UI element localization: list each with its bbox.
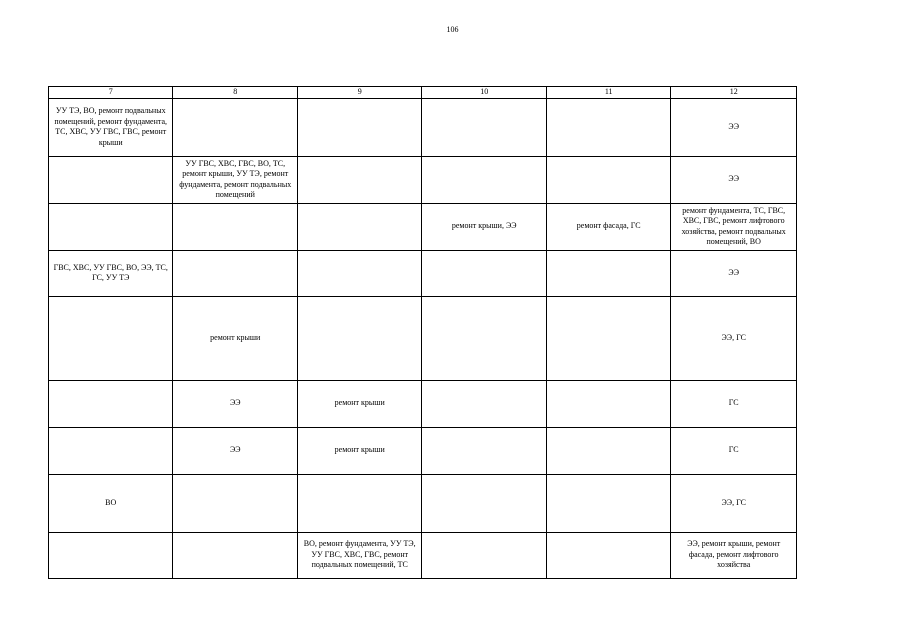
table-cell <box>297 98 421 156</box>
table-cell <box>546 380 670 427</box>
table-cell <box>297 474 421 532</box>
table-cell: ГС <box>671 427 797 474</box>
table-cell <box>546 250 670 296</box>
table-cell <box>173 474 297 532</box>
table-row <box>49 250 797 296</box>
table-cell: ЭЭ <box>671 250 797 296</box>
table-cell <box>49 532 173 578</box>
table-cell: ремонт крыши <box>297 427 421 474</box>
table-cell: ремонт крыши <box>173 296 297 380</box>
table-cell <box>546 532 670 578</box>
table-cell: ЭЭ <box>173 380 297 427</box>
table-cell <box>297 250 421 296</box>
column-header-12: 12 <box>671 87 797 99</box>
table-cell <box>422 98 546 156</box>
table-cell <box>422 427 546 474</box>
table-cell: ЭЭ, ремонт крыши, ремонт фасада, ремонт лифтового хозяйства <box>671 532 797 578</box>
table-cell: ВО, ремонт фундамента, УУ ТЭ, УУ ГВС, ХВС, ГВС, ремонт подвальных помещений, ТС <box>297 532 421 578</box>
table-cell: ЭЭ <box>173 427 297 474</box>
table-cell <box>422 532 546 578</box>
table-cell <box>49 296 173 380</box>
column-header-8: 8 <box>173 87 297 99</box>
table-row <box>49 296 797 380</box>
table-cell <box>422 474 546 532</box>
table-row <box>49 532 797 578</box>
table-row <box>49 427 797 474</box>
table-cell <box>546 296 670 380</box>
table-cell: ремонт фундамента, ТС, ГВС, ХВС, ГВС, ремонт лифтового хозяйства, ремонт подвальных помещений, ВО <box>671 203 797 250</box>
table-cell: ГВС, ХВС, УУ ГВС, ВО, ЭЭ, ТС, ГС, УУ ТЭ <box>49 250 173 296</box>
table-cell: ремонт крыши <box>297 380 421 427</box>
table-cell: ЭЭ <box>671 156 797 203</box>
table-cell: ремонт фасада, ГС <box>546 203 670 250</box>
table-cell <box>49 380 173 427</box>
table-cell: ЭЭ, ГС <box>671 474 797 532</box>
table-row <box>49 474 797 532</box>
table-row <box>49 98 797 156</box>
table-cell <box>422 156 546 203</box>
table-cell <box>546 474 670 532</box>
table-cell <box>422 296 546 380</box>
table-cell: ЭЭ <box>671 98 797 156</box>
page-number: 106 <box>446 25 459 34</box>
table-cell <box>173 532 297 578</box>
table-cell <box>49 203 173 250</box>
table-cell <box>173 203 297 250</box>
table-cell <box>297 156 421 203</box>
table-cell: ЭЭ, ГС <box>671 296 797 380</box>
table-cell: ремонт крыши, ЭЭ <box>422 203 546 250</box>
data-table <box>48 86 797 579</box>
table-cell <box>173 250 297 296</box>
table-cell <box>173 98 297 156</box>
table-cell <box>49 156 173 203</box>
table-cell <box>49 427 173 474</box>
table-cell <box>546 427 670 474</box>
column-header-10: 10 <box>422 87 546 99</box>
header-row <box>49 87 797 99</box>
table-cell: ГС <box>671 380 797 427</box>
column-header-7: 7 <box>49 87 173 99</box>
column-header-9: 9 <box>297 87 421 99</box>
table-cell <box>546 98 670 156</box>
table-row <box>49 203 797 250</box>
table-cell: УУ ТЭ, ВО, ремонт подвальных помещений, ремонт фундамента, ТС, ХВС, УУ ГВС, ГВС, ремонт крыши <box>49 98 173 156</box>
table-cell <box>422 250 546 296</box>
table-cell <box>422 380 546 427</box>
table-row <box>49 380 797 427</box>
table-cell <box>297 296 421 380</box>
table-cell <box>546 156 670 203</box>
table-row <box>49 156 797 203</box>
column-header-11: 11 <box>546 87 670 99</box>
table-cell: УУ ГВС, ХВС, ГВС, ВО, ТС, ремонт крыши, УУ ТЭ, ремонт фундамента, ремонт подвальных помещений <box>173 156 297 203</box>
table-cell: ВО <box>49 474 173 532</box>
table-cell <box>297 203 421 250</box>
